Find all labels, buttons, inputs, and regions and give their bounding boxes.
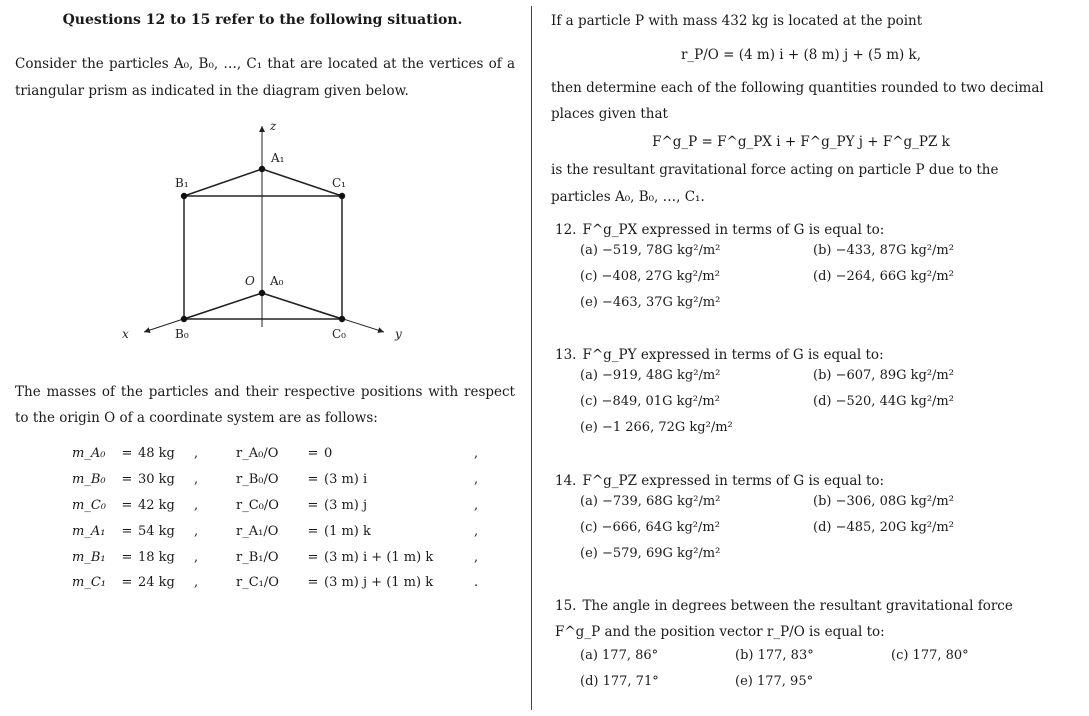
question-12 — [555, 217, 1045, 243]
answer-option[interactable]: (a) 177, 86° — [580, 648, 659, 663]
mass-value: 54 kg — [138, 523, 175, 539]
c0-label: C₀ — [332, 327, 346, 341]
left-column — [15, 0, 520, 716]
prism-diagram — [15, 112, 520, 352]
row-end-punct: . — [474, 575, 479, 591]
answer-option[interactable]: (a) −919, 48G kg²/m² — [580, 368, 721, 383]
answer-option[interactable]: (b) 177, 83° — [735, 648, 814, 663]
vertex-a1 — [259, 166, 265, 172]
equals-sign: = — [121, 523, 133, 539]
question-text: F^g_PZ expressed in terms of G is equal to: — [582, 473, 885, 489]
position-symbol: r_C₀/O — [236, 497, 279, 513]
question-text: F^g_PY expressed in terms of G is equal to: — [582, 347, 884, 363]
separator: , — [194, 497, 199, 513]
question-number: 14. — [555, 473, 577, 489]
mass-position-table — [72, 441, 494, 596]
answer-option[interactable]: (e) −579, 69G kg²/m² — [580, 546, 721, 561]
vertex-a0 — [259, 290, 265, 296]
mass-symbol: m_C₀ — [72, 497, 106, 513]
question-text: The angle in degrees between the resultant gravitational force F^g_P and the position vector r_P/O is equal to: — [555, 598, 1013, 640]
equals-sign: = — [307, 549, 319, 565]
position-symbol: r_C₁/O — [236, 575, 279, 591]
y-label: y — [395, 327, 402, 341]
a0-label: A₀ — [270, 274, 284, 288]
given-paragraph: then determine each of the following quantities rounded to two decimal places given that — [551, 80, 1044, 122]
separator: , — [194, 446, 199, 462]
answer-option[interactable]: (d) −264, 66G kg²/m² — [813, 269, 954, 284]
mass-value: 48 kg — [138, 446, 175, 462]
equals-sign: = — [307, 472, 319, 488]
edge-a0-c0 — [262, 293, 342, 319]
edge-b1-a1 — [184, 169, 262, 196]
question-text: F^g_PX expressed in terms of G is equal to: — [582, 222, 885, 238]
position-value: (3 m) j — [324, 497, 368, 513]
equals-sign: = — [307, 497, 319, 513]
mass-row — [72, 441, 494, 467]
equals-sign: = — [307, 446, 319, 462]
mass-row — [72, 493, 494, 519]
particle-paragraph: If a particle P with mass 432 kg is located at the point — [551, 13, 923, 29]
column-divider — [531, 6, 532, 710]
question-number: 13. — [555, 347, 577, 363]
section-heading: Questions 12 to 15 refer to the following situation. — [62, 12, 463, 28]
answer-option[interactable]: (c) −408, 27G kg²/m² — [580, 269, 720, 284]
answer-option[interactable]: (e) 177, 95° — [735, 674, 814, 689]
row-end-punct: , — [474, 446, 479, 462]
masses-paragraph: The masses of the particles and their respective positions with respect to the origin O of a coordinate system are as follows: — [15, 384, 515, 426]
row-end-punct: , — [474, 523, 479, 539]
answer-option[interactable]: (a) −739, 68G kg²/m² — [580, 494, 721, 509]
answer-option[interactable]: (e) −1 266, 72G kg²/m² — [580, 420, 733, 435]
question-number: 12. — [555, 222, 577, 238]
position-value: (3 m) j + (1 m) k — [324, 575, 434, 591]
c1-label: C₁ — [332, 176, 346, 190]
equals-sign: = — [121, 497, 133, 513]
row-end-punct: , — [474, 549, 479, 565]
intro-paragraph: Consider the particles A₀, B₀, …, C₁ that are located at the vertices of a triangular prism as indicated in the diagram given below. — [15, 56, 515, 99]
position-symbol: r_B₁/O — [236, 549, 279, 565]
separator: , — [194, 523, 199, 539]
row-end-punct: , — [474, 472, 479, 488]
question-13 — [555, 342, 1045, 368]
edge-b0-a0 — [184, 293, 262, 319]
mass-symbol: m_B₀ — [72, 472, 106, 488]
mass-symbol: m_A₀ — [72, 446, 106, 462]
mass-value: 24 kg — [138, 575, 175, 591]
vertex-c0 — [339, 316, 345, 322]
mass-row — [72, 518, 494, 544]
answer-option[interactable]: (b) −306, 08G kg²/m² — [813, 494, 954, 509]
position-value: (3 m) i — [324, 472, 368, 488]
position-symbol: r_B₀/O — [236, 472, 279, 488]
mass-row — [72, 570, 494, 596]
mass-row — [72, 544, 494, 570]
equals-sign: = — [121, 446, 133, 462]
answer-option[interactable]: (b) −433, 87G kg²/m² — [813, 243, 954, 258]
vertex-b1 — [181, 193, 187, 199]
answer-option[interactable]: (d) −485, 20G kg²/m² — [813, 520, 954, 535]
equals-sign: = — [307, 575, 319, 591]
answer-option[interactable]: (c) 177, 80° — [891, 648, 969, 663]
mass-symbol: m_A₁ — [72, 523, 106, 539]
separator: , — [194, 549, 199, 565]
answer-option[interactable]: (c) −666, 64G kg²/m² — [580, 520, 720, 535]
mass-value: 42 kg — [138, 497, 175, 513]
b0-label: B₀ — [175, 327, 189, 341]
equals-sign: = — [121, 549, 133, 565]
answer-option[interactable]: (a) −519, 78G kg²/m² — [580, 243, 721, 258]
row-end-punct: , — [474, 497, 479, 513]
mass-row — [72, 467, 494, 493]
edge-a1-c1 — [262, 169, 342, 196]
mass-symbol: m_C₁ — [72, 575, 106, 591]
a1-label: A₁ — [271, 151, 285, 165]
vertex-b0 — [181, 316, 187, 322]
separator: , — [194, 472, 199, 488]
mass-value: 18 kg — [138, 549, 175, 565]
equals-sign: = — [121, 472, 133, 488]
mass-symbol: m_B₁ — [72, 549, 106, 565]
z-label: z — [270, 119, 277, 133]
origin-label: O — [245, 274, 255, 288]
b1-label: B₁ — [175, 176, 189, 190]
resultant-paragraph: is the resultant gravitational force acting on particle P due to the particles A₀, B₀, …, C₁. — [551, 162, 999, 205]
position-symbol: r_A₀/O — [236, 446, 279, 462]
answer-option[interactable]: (e) −463, 37G kg²/m² — [580, 295, 721, 310]
equals-sign: = — [307, 523, 319, 539]
question-15 — [555, 593, 1045, 645]
answer-option[interactable]: (b) −607, 89G kg²/m² — [813, 368, 954, 383]
mass-value: 30 kg — [138, 472, 175, 488]
position-value: (3 m) i + (1 m) k — [324, 549, 434, 565]
x-label: x — [122, 327, 129, 341]
answer-option[interactable]: (d) 177, 71° — [580, 674, 659, 689]
position-value: (1 m) k — [324, 523, 371, 539]
position-symbol: r_A₁/O — [236, 523, 279, 539]
separator: , — [194, 575, 199, 591]
force-equation: F^g_P = F^g_PX i + F^g_PY j + F^g_PZ k — [652, 134, 950, 150]
right-column — [551, 0, 1051, 716]
position-value: 0 — [324, 446, 333, 462]
answer-option[interactable]: (d) −520, 44G kg²/m² — [813, 394, 954, 409]
position-equation: r_P/O = (4 m) i + (8 m) j + (5 m) k, — [680, 47, 922, 63]
answer-option[interactable]: (c) −849, 01G kg²/m² — [580, 394, 720, 409]
equals-sign: = — [121, 575, 133, 591]
question-14 — [555, 468, 1045, 494]
vertex-c1 — [339, 193, 345, 199]
question-number: 15. — [555, 598, 577, 614]
